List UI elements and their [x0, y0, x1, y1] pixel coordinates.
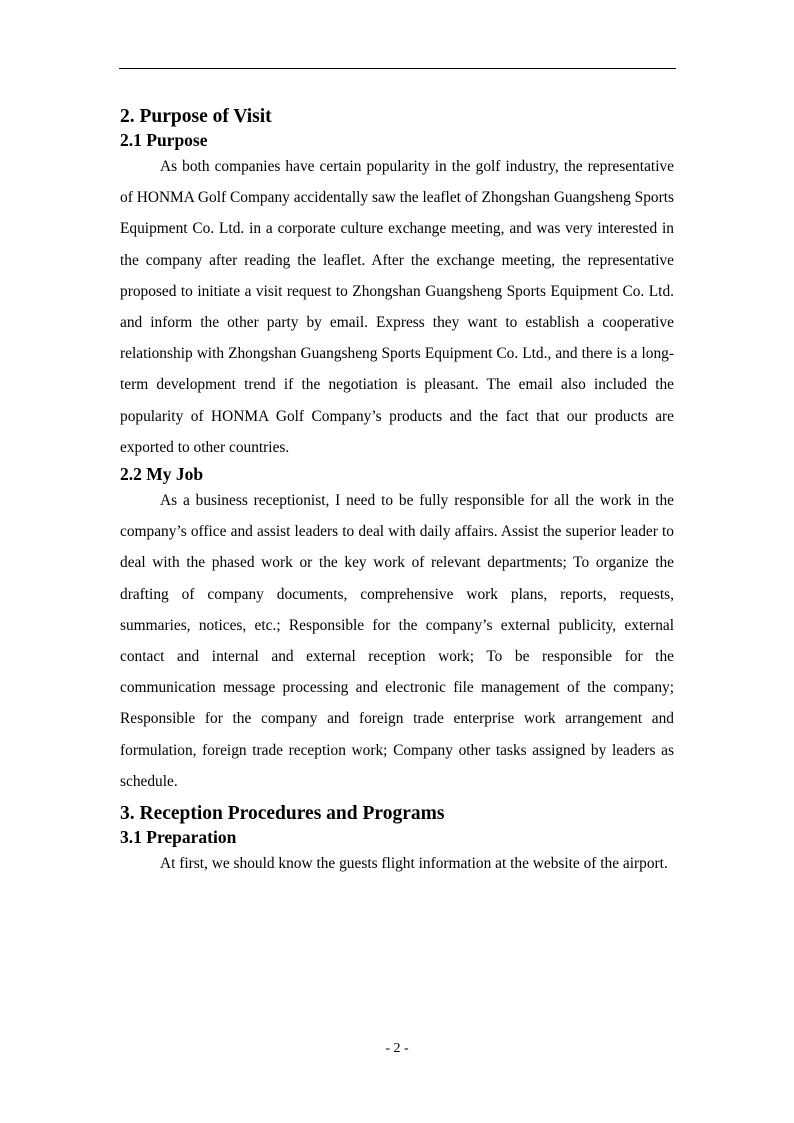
section-2-1-paragraph: As both companies have certain popularity in the golf industry, the representative of HONMA Golf Company accidentally saw the leaflet of Zhongshan Guangsheng Sports Equipment Co. Ltd. in a corporate culture exchange meeting, and was very interested in the company after reading the leaflet. After the exchange meeting, the representative proposed to initiate a visit request to Zhongshan Guangsheng Sports Equipment Co. Ltd. and inform the other party by email. Express they want to establish a cooperative relationship with Zhongshan Guangsheng Sports Equipment Co. Ltd., and there is a long-term development trend if the negotiation is pleasant. The email also included the popularity of HONMA Golf Company’s products and the fact that our products are exported to other countries. — [120, 158, 674, 456]
page-number: - 2 - — [385, 1041, 409, 1056]
section-3-1-paragraph: At first, we should know the guests flight information at the website of the airport. — [160, 855, 668, 873]
section-2-2-paragraph: As a business receptionist, I need to be fully responsible for all the work in the company’s office and assist leaders to deal with daily affairs. Assist the superior leader to deal with the phased work or the key work of relevant departments; To organize the drafting of company documents, comprehensive work plans, reports, requests, summaries, notices, etc.; Responsible for the company’s external publicity, external contact and internal and external reception work; To be responsible for the communication message processing and electronic file management of the company; Responsible for the company and foreign trade enterprise work arrangement and formulation, foreign trade reception work; Company other tasks assigned by leaders as schedule. — [120, 492, 674, 790]
page-content — [120, 100, 674, 879]
header-rule — [119, 68, 676, 69]
section-3-1-heading: 3.1 Preparation — [120, 827, 237, 848]
section-3-heading: 3. Reception Procedures and Programs — [120, 803, 445, 825]
section-2-heading: 2. Purpose of Visit — [120, 106, 272, 127]
section-2-1-heading: 2.1 Purpose — [120, 130, 208, 150]
section-2-2-heading: 2.2 My Job — [120, 464, 204, 485]
